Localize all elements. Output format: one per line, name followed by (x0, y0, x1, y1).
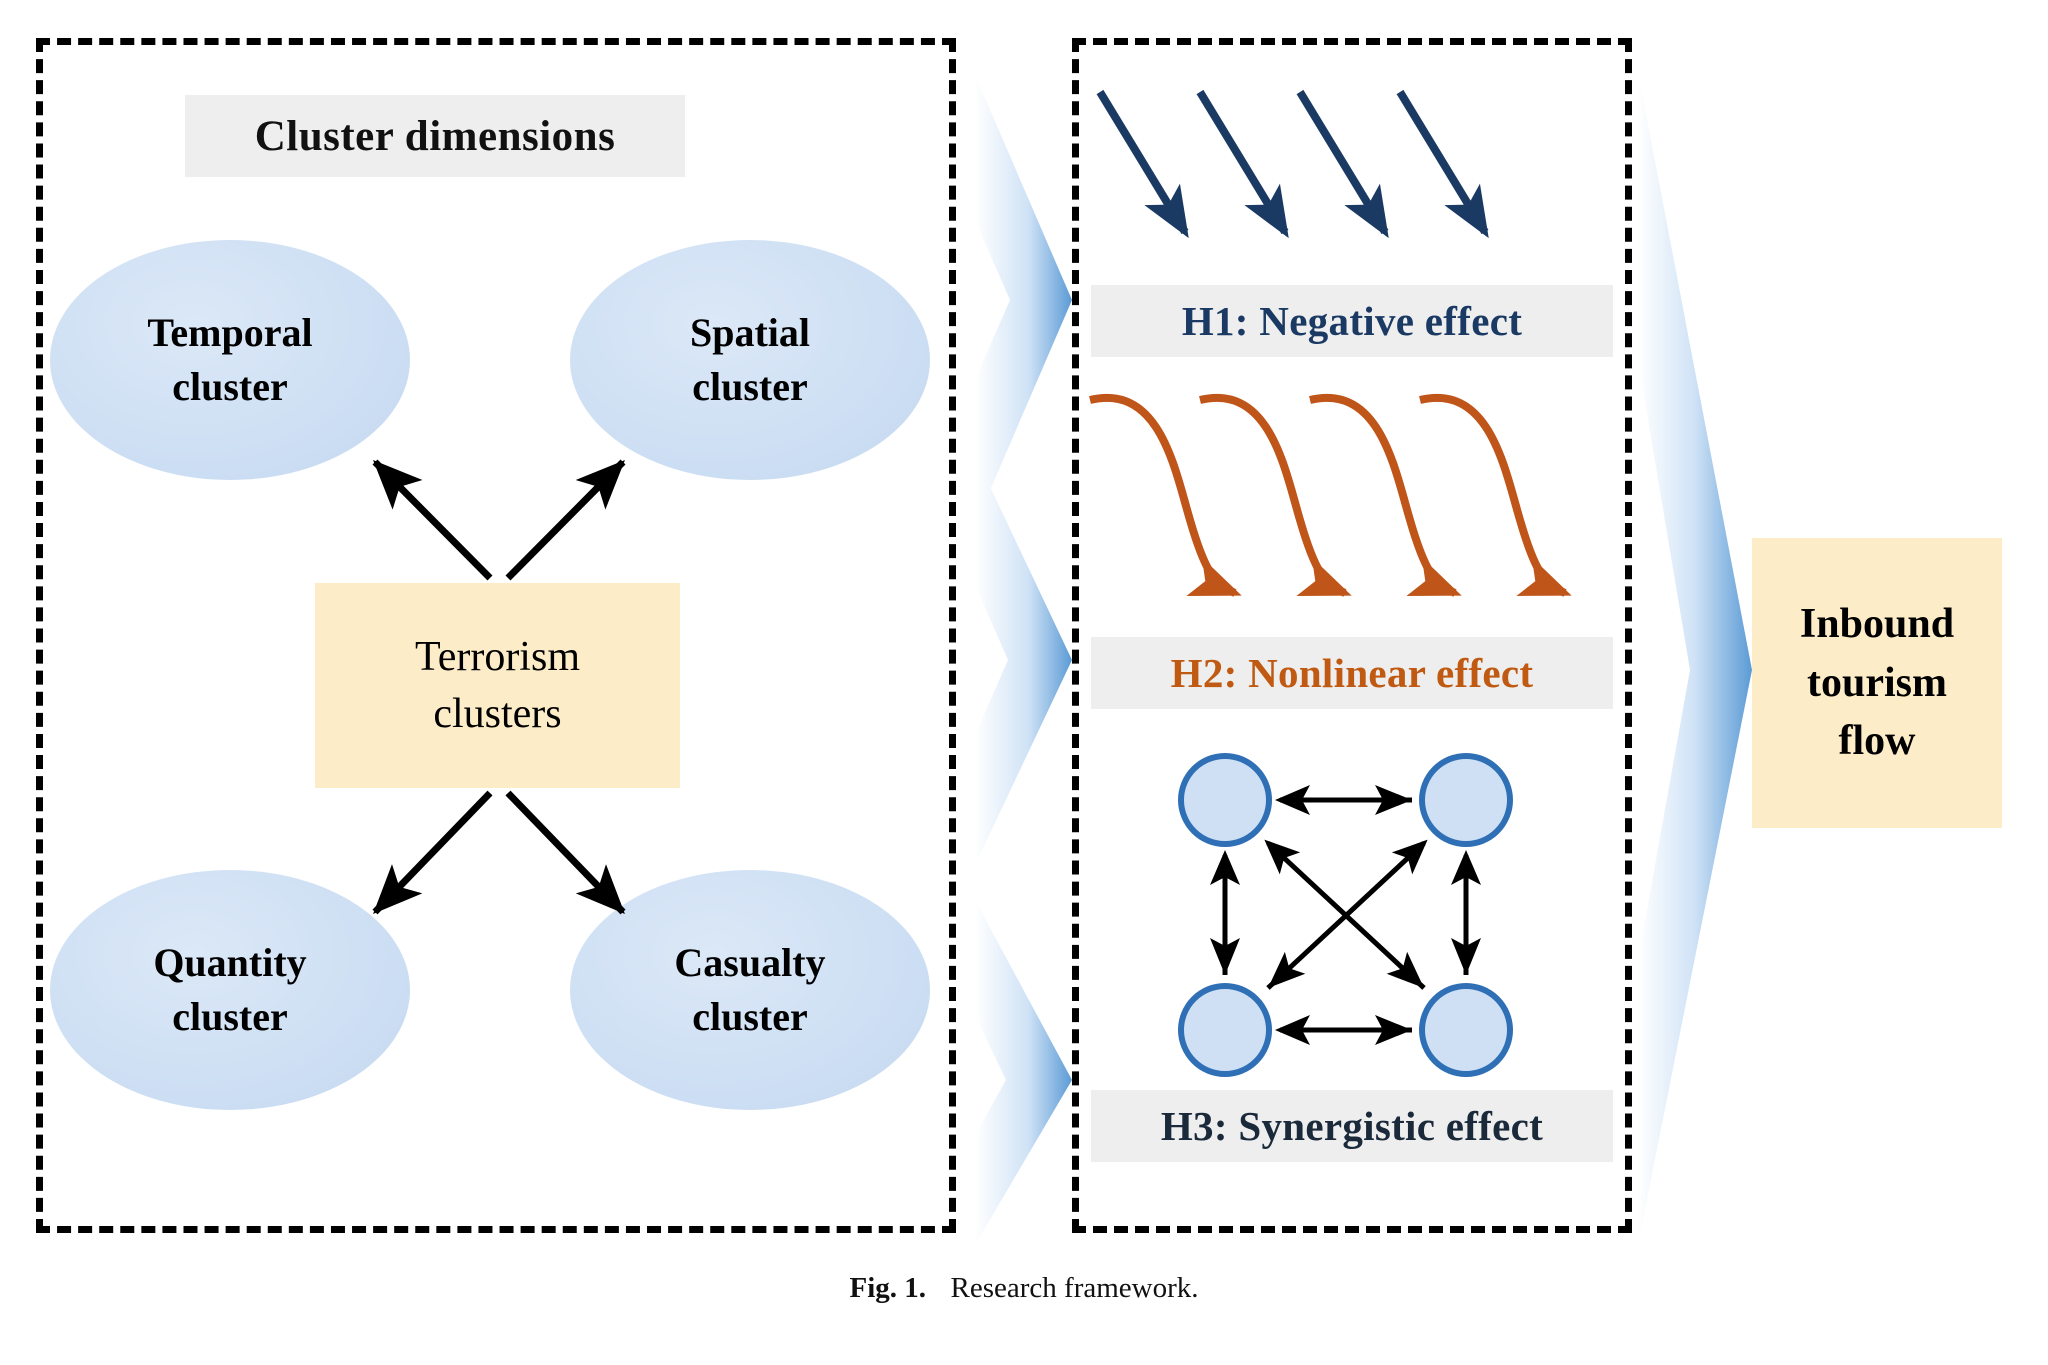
hypothesis-h1-label: H1: Negative effect (1091, 285, 1613, 357)
outcome-line3: flow (1838, 718, 1916, 765)
node-quantity-cluster (50, 870, 410, 1110)
node-spatial-cluster (570, 240, 930, 480)
chevron-to-h2-icon (975, 455, 1072, 865)
figure-caption-text: Research framework. (950, 1272, 1199, 1304)
node-casualty-cluster-line1: Casualty (674, 940, 826, 985)
chevron-to-h3-icon (975, 900, 1072, 1245)
node-quantity-cluster-line1: Quantity (153, 940, 307, 985)
chevron-to-h1-icon (975, 75, 1072, 525)
node-temporal-cluster (50, 240, 410, 480)
outcome-inbound-tourism-flow (1752, 538, 2002, 828)
node-casualty-cluster (570, 870, 930, 1110)
node-spatial-cluster-line1: Spatial (689, 310, 811, 355)
hypothesis-h2-label: H2: Nonlinear effect (1091, 637, 1613, 709)
chevron-to-outcome-icon (1638, 72, 1752, 1245)
figure-caption (0, 1272, 2048, 1305)
node-temporal-cluster-line2: cluster (172, 364, 288, 409)
outcome-line1: Inbound (1799, 600, 1955, 647)
cluster-dimensions-title: Cluster dimensions (185, 95, 685, 177)
hypotheses-panel (1072, 38, 1632, 1233)
outcome-line2: tourism (1807, 659, 1947, 706)
node-spatial-cluster-line2: cluster (692, 364, 808, 409)
node-terrorism-clusters (315, 583, 680, 788)
node-quantity-cluster-line2: cluster (172, 994, 288, 1039)
hypothesis-h3-label: H3: Synergistic effect (1091, 1090, 1613, 1162)
figure-caption-label: Fig. 1. (849, 1272, 927, 1304)
node-terrorism-clusters-line2: clusters (433, 690, 562, 737)
node-terrorism-clusters-line1: Terrorism (414, 633, 580, 680)
node-temporal-cluster-line1: Temporal (147, 310, 313, 355)
node-casualty-cluster-line2: cluster (692, 994, 808, 1039)
